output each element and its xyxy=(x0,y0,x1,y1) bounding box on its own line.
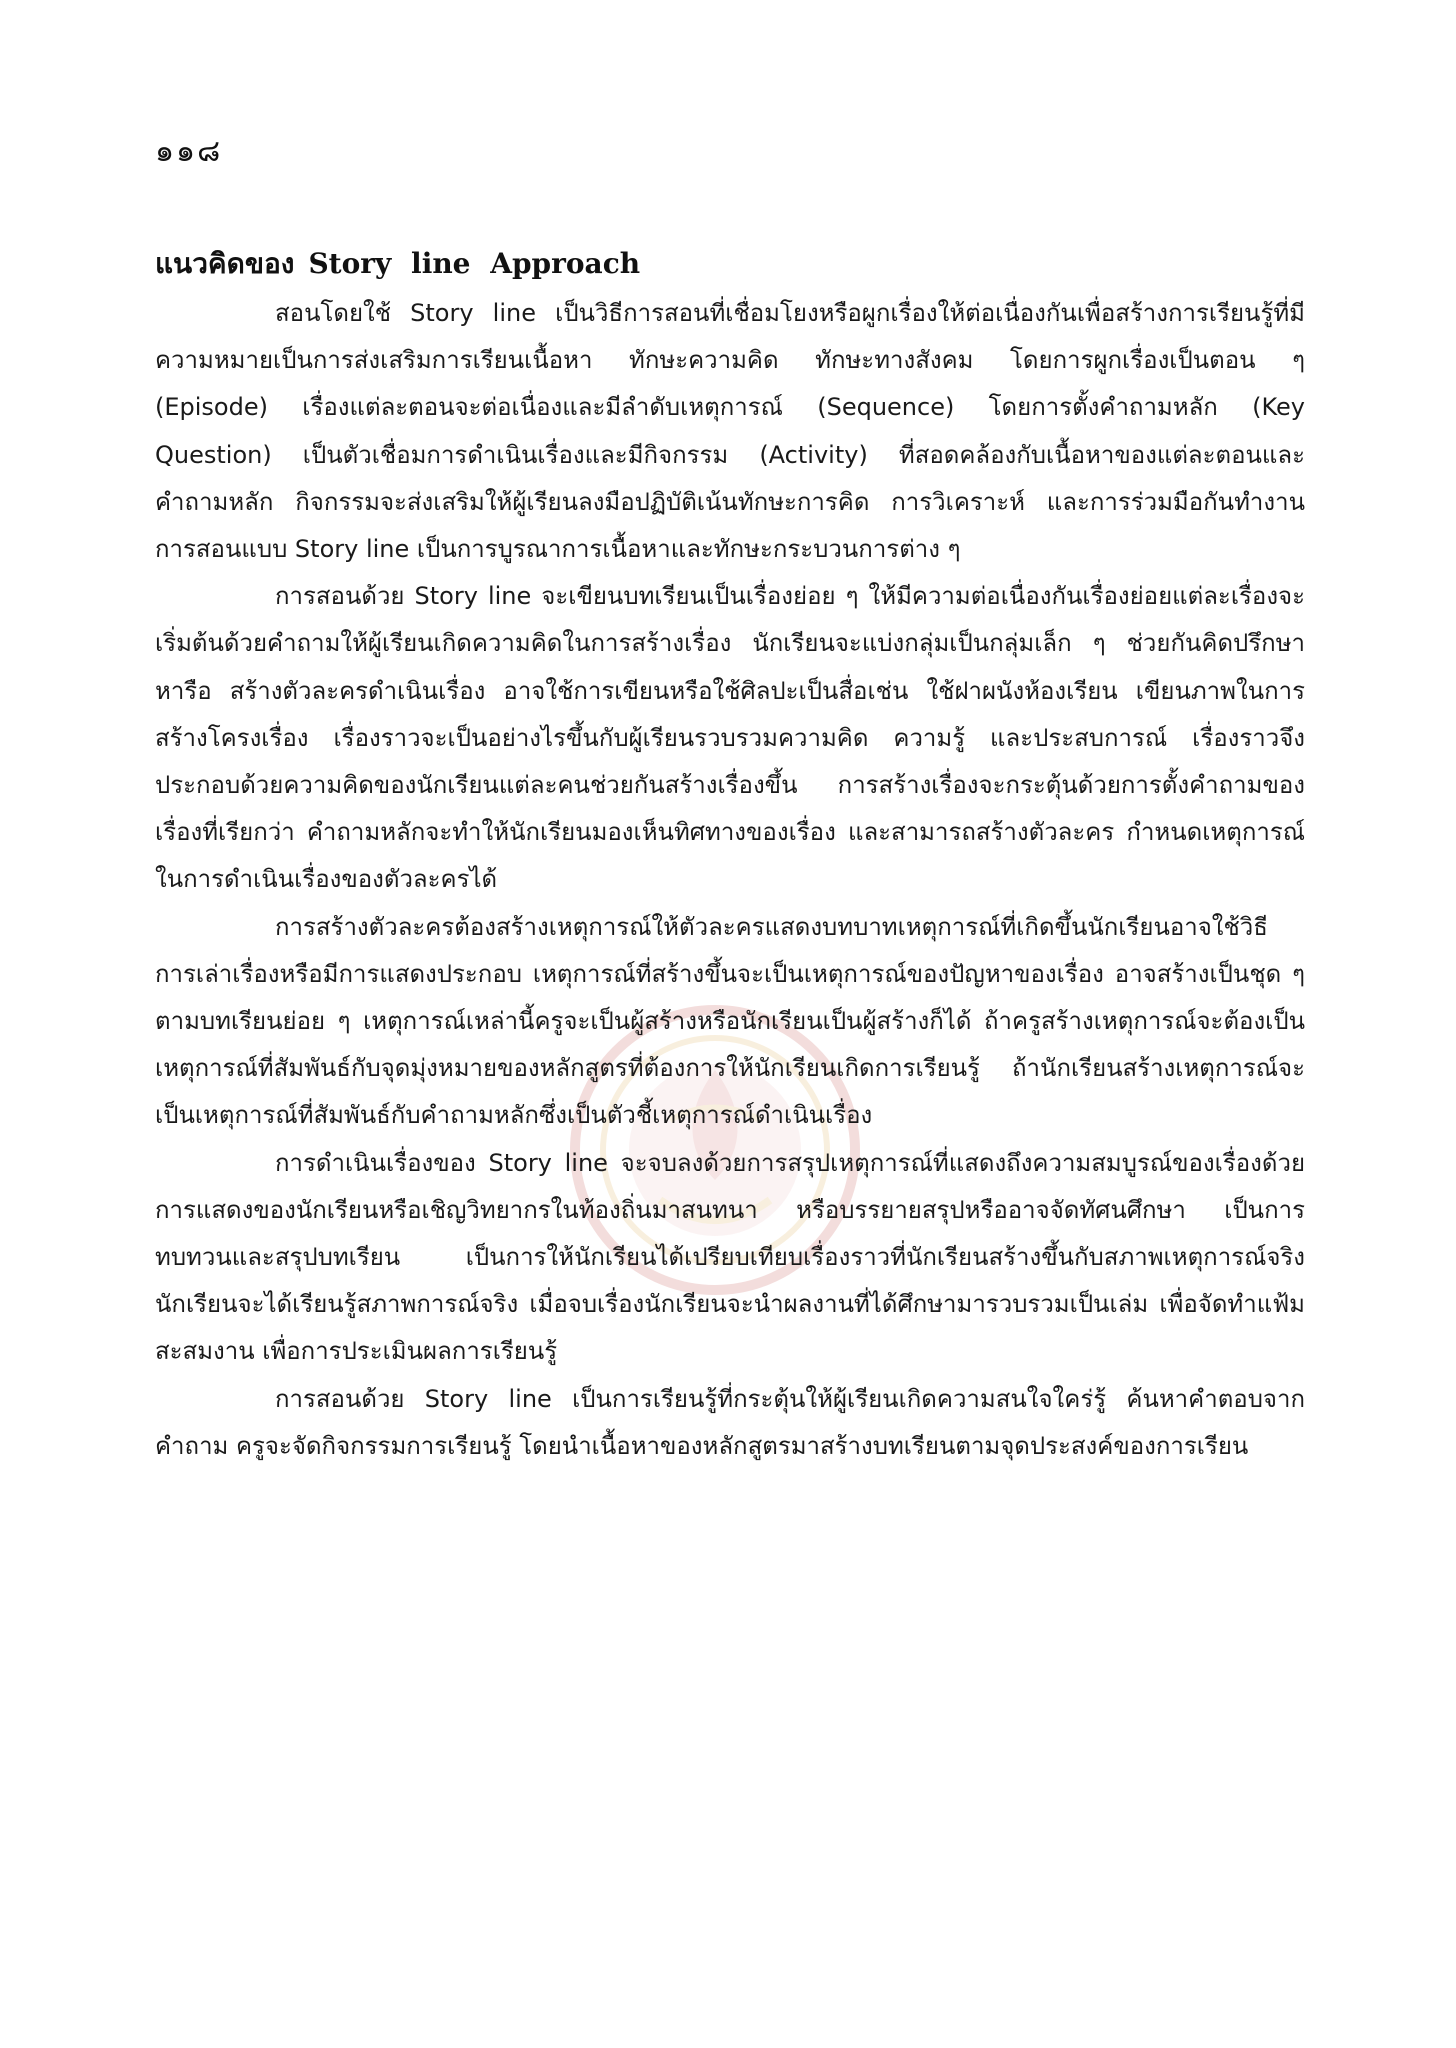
paragraph-3: การสร้างตัวละครต้องสร้างเหตุการณ์ให้ตัวละครแสดงบทบาทเหตุการณ์ที่เกิดขึ้นนักเรียนอาจใช้วิธีการเล่าเรื่องหรือมีการแสดงประกอบ เหตุการณ์ที่สร้างขึ้นจะเป็นเหตุการณ์ของปัญหาของเรื่อง อาจสร้างเป็นชุด ๆ ตามบทเรียนย่อย ๆ เหตุการณ์เหล่านี้ครูจะเป็นผู้สร้างหรือนักเรียนเป็นผู้สร้างก็ได้ ถ้าครูสร้างเหตุการณ์จะต้องเป็นเหตุการณ์ที่สัมพันธ์กับจุดมุ่งหมายของหลักสูตรที่ต้องการให้นักเรียนเกิดการเรียนรู้ ถ้านักเรียนสร้างเหตุการณ์จะเป็นเหตุการณ์ที่สัมพันธ์กับคำถามหลักซึ่งเป็นตัวชี้เหตุการณ์ดำเนินเรื่อง xyxy=(155,912,1305,1130)
paragraph-1: สอนโดยใช้ Story line เป็นวิธีการสอนที่เชื่อมโยงหรือผูกเรื่องให้ต่อเนื่องกันเพื่อสร้างการเรียนรู้ที่มีความหมายเป็นการส่งเสริมการเรียนเนื้อหา ทักษะความคิด ทักษะทางสังคม โดยการผูกเรื่องเป็นตอน ๆ (Episode) เรื่องแต่ละตอนจะต่อเนื่องและมีลำดับเหตุการณ์ (Sequence) โดยการตั้งคำถามหลัก (Key Question) เป็นตัวเชื่อมการดำเนินเรื่องและมีกิจกรรม (Activity) ที่สอดคล้องกับเนื้อหาของแต่ละตอนและคำถามหลัก กิจกรรมจะส่งเสริมให้ผู้เรียนลงมือปฏิบัติเน้นทักษะการคิด การวิเคราะห์ และการร่วมมือกันทำงาน การสอนแบบ Story line เป็นการบูรณาการเนื้อหาและทักษะกระบวนการต่าง ๆ xyxy=(155,299,1305,564)
section-heading xyxy=(155,238,1305,290)
document-body xyxy=(155,238,1305,1470)
paragraph-2: การสอนด้วย Story line จะเขียนบทเรียนเป็นเรื่องย่อย ๆ ให้มีความต่อเนื่องกันเรื่องย่อยแต่ละเรื่องจะเริ่มต้นด้วยคำถามให้ผู้เรียนเกิดความคิดในการสร้างเรื่อง นักเรียนจะแบ่งกลุ่มเป็นกลุ่มเล็ก ๆ ช่วยกันคิดปรึกษาหารือ สร้างตัวละครดำเนินเรื่อง อาจใช้การเขียนหรือใช้ศิลปะเป็นสื่อเช่น ใช้ฝาผนังห้องเรียน เขียนภาพในการสร้างโครงเรื่อง เรื่องราวจะเป็นอย่างไรขึ้นกับผู้เรียนรวบรวมความคิด ความรู้ และประสบการณ์ เรื่องราวจึงประกอบด้วยความคิดของนักเรียนแต่ละคนช่วยกันสร้างเรื่องขึ้น การสร้างเรื่องจะกระตุ้นด้วยการตั้งคำถามของเรื่องที่เรียกว่า คำถามหลักจะทำให้นักเรียนมองเห็นทิศทางของเรื่อง และสามารถสร้างตัวละคร กำหนดเหตุการณ์ในการดำเนินเรื่องของตัวละครได้ xyxy=(155,582,1305,894)
section-heading-latin: Story line Approach xyxy=(308,247,641,280)
page-number: ๑๑๘ xyxy=(155,134,223,169)
section-heading-thai: แนวคิดของ xyxy=(155,247,295,280)
paragraph-4: การดำเนินเรื่องของ Story line จะจบลงด้วยการสรุปเหตุการณ์ที่แสดงถึงความสมบูรณ์ของเรื่องด้วยการแสดงของนักเรียนหรือเชิญวิทยากรในท้องถิ่นมาสนทนา หรือบรรยายสรุปหรืออาจจัดทัศนศึกษา เป็นการทบทวนและสรุปบทเรียน เป็นการให้นักเรียนได้เปรียบเทียบเรื่องราวที่นักเรียนสร้างขึ้นกับสภาพเหตุการณ์จริง นักเรียนจะได้เรียนรู้สภาพการณ์จริง เมื่อจบเรื่องนักเรียนจะนำผลงานที่ได้ศึกษามารวบรวมเป็นเล่ม เพื่อจัดทำแฟ้มสะสมงาน เพื่อการประเมินผลการเรียนรู้ xyxy=(155,1148,1305,1366)
paragraph-5: การสอนด้วย Story line เป็นการเรียนรู้ที่กระตุ้นให้ผู้เรียนเกิดความสนใจใคร่รู้ ค้นหาคำตอบจากคำถาม ครูจะจัดกิจกรรมการเรียนรู้ โดยนำเนื้อหาของหลักสูตรมาสร้างบทเรียนตามจุดประสงค์ของการเรียน xyxy=(155,1384,1305,1460)
